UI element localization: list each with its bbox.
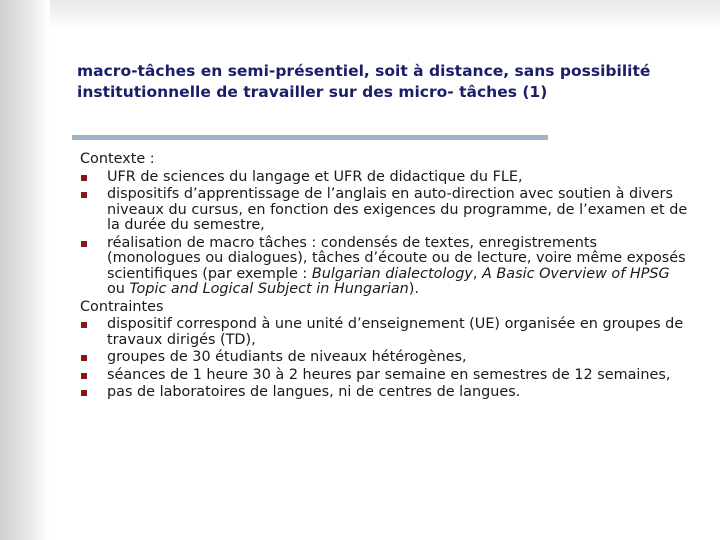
separator-ou: ou (107, 281, 130, 297)
square-bullet-icon (81, 390, 87, 396)
list-item (80, 187, 690, 234)
list-item-text: pas de laboratoires de langues, ni de centres de langues. (107, 384, 521, 400)
italic-title-hungarian: Topic and Logical Subject in Hungarian (129, 281, 409, 297)
contraintes-list (80, 317, 690, 401)
list-item (80, 350, 690, 366)
italic-title-bulgarian: Bulgarian dialectology (311, 265, 473, 282)
slide-body (80, 151, 690, 403)
list-item (80, 236, 690, 298)
square-bullet-icon (81, 322, 87, 328)
left-gradient-band (0, 0, 50, 540)
list-item (80, 170, 690, 186)
section-heading-contraintes: Contraintes (80, 298, 164, 315)
title-underline-rule (72, 135, 548, 140)
list-item-text: dispositifs d’apprentissage de l’anglais en auto-direction avec soutien à divers niveaux du cursus, en fonction des exigences du programme, de l’examen et de la durée du semestre, (107, 186, 688, 233)
section-heading-contexte: Contexte : (80, 151, 155, 167)
list-item (80, 368, 690, 384)
separator-comma: , (472, 265, 483, 282)
square-bullet-icon (81, 192, 87, 198)
square-bullet-icon (81, 241, 87, 247)
square-bullet-icon (81, 373, 87, 379)
list-item-text: séances de 1 heure 30 à 2 heures par semaine en semestres de 12 semaines, (107, 366, 671, 383)
list-item-text-after: ). (408, 281, 419, 297)
slide-title: macro-tâches en semi-présentiel, soit à distance, sans possibilité institutionnelle de travailler sur des micro- tâches (1) (77, 62, 651, 101)
list-item-text: dispositif correspond à une unité d’enseignement (UE) organisée en groupes de travaux dirigés (TD), (107, 316, 684, 348)
square-bullet-icon (81, 175, 87, 181)
square-bullet-icon (81, 355, 87, 361)
list-item (80, 317, 690, 348)
list-item-text-before: réalisation de macro tâches : condensés de textes, enregistrements (monologues ou dialogues), tâches d’écoute ou de lecture, voire même exposés scientifiques (par exemple : (107, 234, 686, 282)
contexte-list (80, 170, 690, 298)
top-gradient-band (50, 0, 720, 30)
list-item-text: groupes de 30 étudiants de niveaux hétérogènes, (107, 349, 467, 365)
italic-title-hpsg: A Basic Overview of HPSG (482, 265, 670, 282)
list-item (80, 385, 690, 401)
list-item-text: UFR de sciences du langage et UFR de didactique du FLE, (107, 168, 523, 185)
